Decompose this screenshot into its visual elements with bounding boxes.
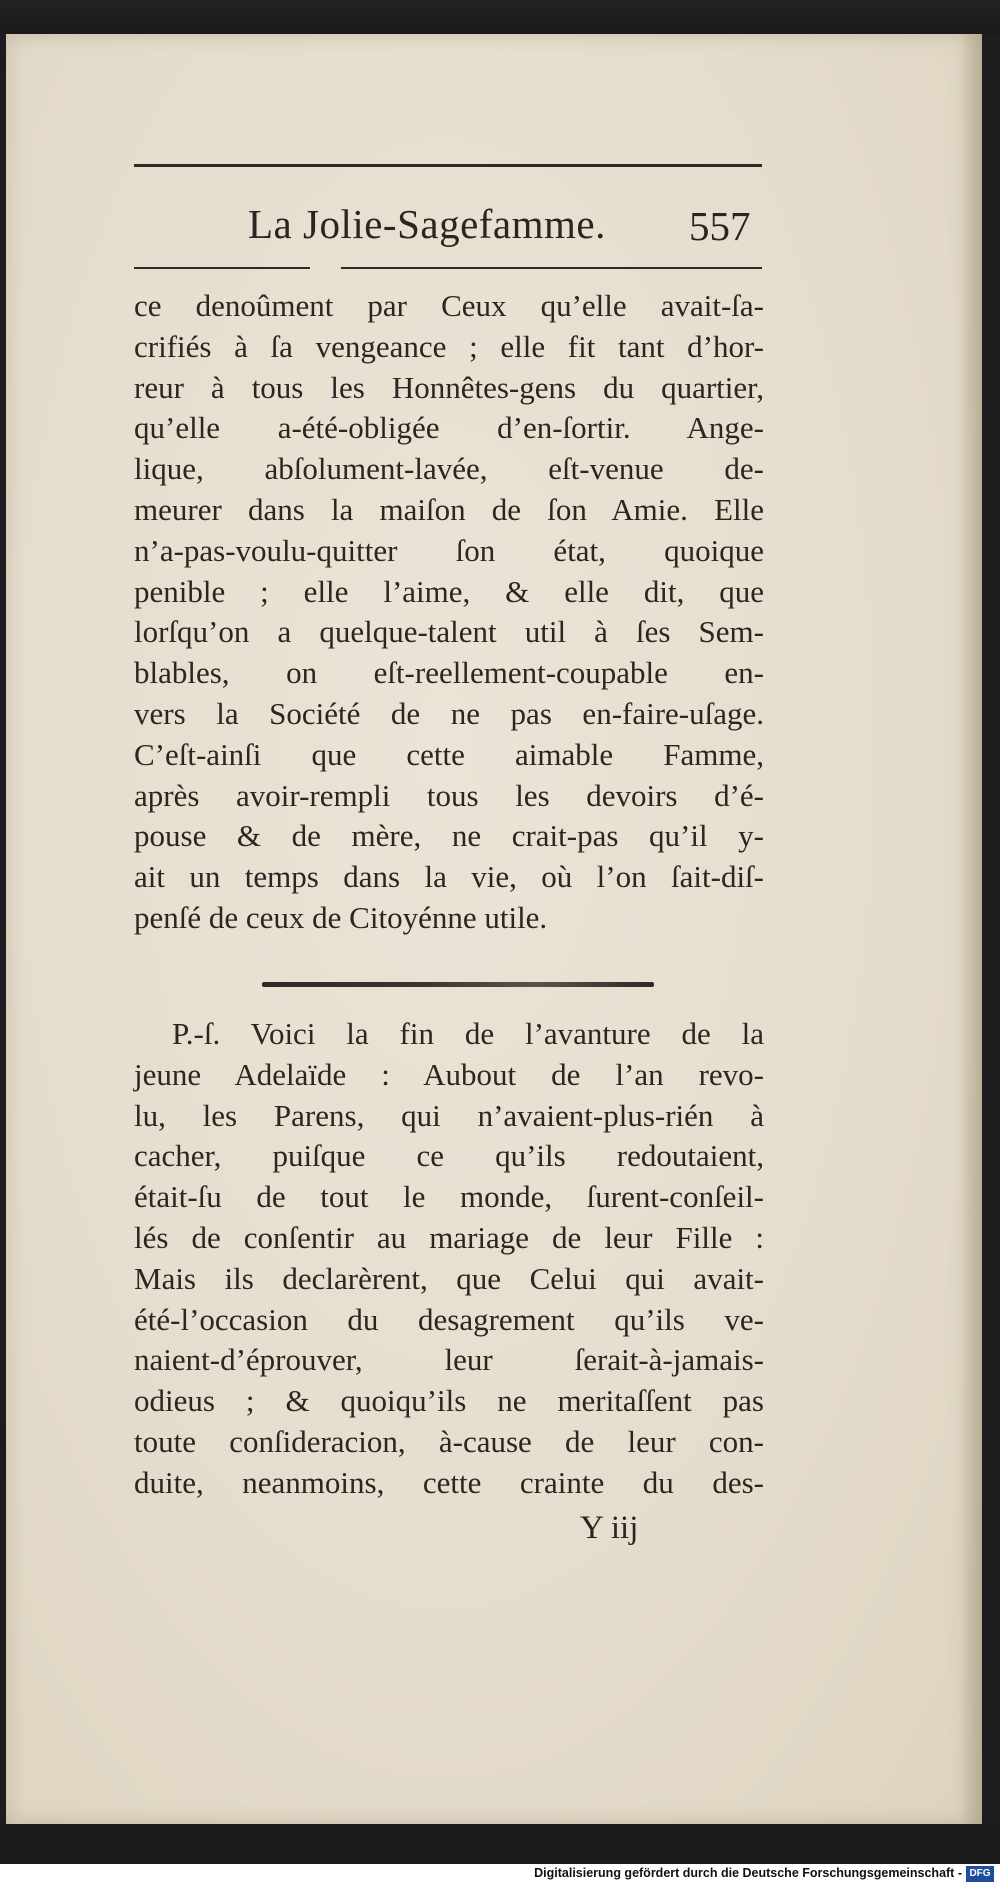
text-line: lique, abſolument-lavée, eſt-venue de-: [134, 451, 764, 487]
text-line: blables, on eſt-reellement-coupable en-: [134, 655, 764, 691]
text-line: ait un temps dans la vie, où l’on ſait-diſ-: [134, 859, 764, 895]
text-line: lu, les Parens, qui n’avaient-plus-rién à: [134, 1097, 764, 1133]
text-line: jeune Adelaïde : Aubout de l’an revo-: [134, 1056, 764, 1092]
page-edge-shadow: [960, 34, 982, 1824]
text-line: vers la Société de ne pas en-faire-uſage.: [134, 695, 764, 731]
text-line: penible ; elle l’aime, & elle dit, que: [134, 573, 764, 609]
digitization-footer: [0, 1864, 1000, 1885]
text-line: odieus ; & quoiqu’ils ne meritaſſent pas: [134, 1383, 764, 1419]
text-line-last: penſé de ceux de Citoyénne utile.: [134, 899, 548, 935]
dfg-logo: DFG: [966, 1866, 994, 1882]
ornamental-divider: [262, 982, 654, 987]
text-line: qu’elle a-été-obligée d’en-ſortir. Ange-: [134, 410, 764, 446]
scan-bottom-margin: [0, 1824, 1000, 1864]
header-underline-rule: [134, 267, 762, 269]
text-line: été-l’occasion du desagrement qu’ils ve-: [134, 1301, 764, 1337]
text-line: reur à tous les Honnêtes-gens du quartier,: [134, 369, 764, 405]
footer-credit: Digitalisierung gefördert durch die Deutsche Forschungsgemeinschaft -: [534, 1866, 962, 1880]
scan-top-margin: [0, 0, 1000, 34]
text-line: meurer dans la maiſon de ſon Amie. Elle: [134, 491, 764, 527]
running-head: [134, 200, 774, 260]
paragraph-postscript: [134, 1014, 764, 1504]
text-line: P.-ſ. Voici la fin de l’avanture de la: [172, 1016, 764, 1051]
running-title: La Jolie-Sagefamme.: [248, 201, 606, 247]
text-line: lorſqu’on a quelque-talent util à ſes Sem-: [134, 614, 764, 650]
text-line: cacher, puiſque ce qu’ils redoutaient,: [134, 1138, 764, 1174]
text-line: C’eſt-ainſi que cette aimable Famme,: [134, 736, 764, 772]
page-number: 557: [689, 203, 751, 249]
text-line: était-ſu de tout le monde, ſurent-conſeil-: [134, 1179, 764, 1215]
text-line: n’a-pas-voulu-quitter ſon état, quoique: [134, 532, 764, 568]
text-line: après avoir-rempli tous les devoirs d’é-: [134, 777, 764, 813]
text-line: Mais ils declarèrent, que Celui qui avait-: [134, 1260, 764, 1296]
text-line: crifiés à ſa vengeance ; elle fit tant d’hor-: [134, 328, 764, 364]
signature-mark: Y iij: [580, 1510, 639, 1546]
text-line: ce denoûment par Ceux qu’elle avait-ſa-: [134, 288, 764, 323]
text-line: naient-d’éprouver, leur ſerait-à-jamais-: [134, 1342, 764, 1378]
paragraph-main: [134, 286, 764, 939]
text-line: toute conſideracion, à-cause de leur con-: [134, 1423, 764, 1459]
text-line: duite, neanmoins, cette crainte du des-: [134, 1464, 764, 1500]
text-line: pouse & de mère, ne crait-pas qu’il y-: [134, 818, 764, 854]
header-rule: [134, 164, 762, 167]
text-line: lés de conſentir au mariage de leur Fille :: [134, 1219, 764, 1255]
